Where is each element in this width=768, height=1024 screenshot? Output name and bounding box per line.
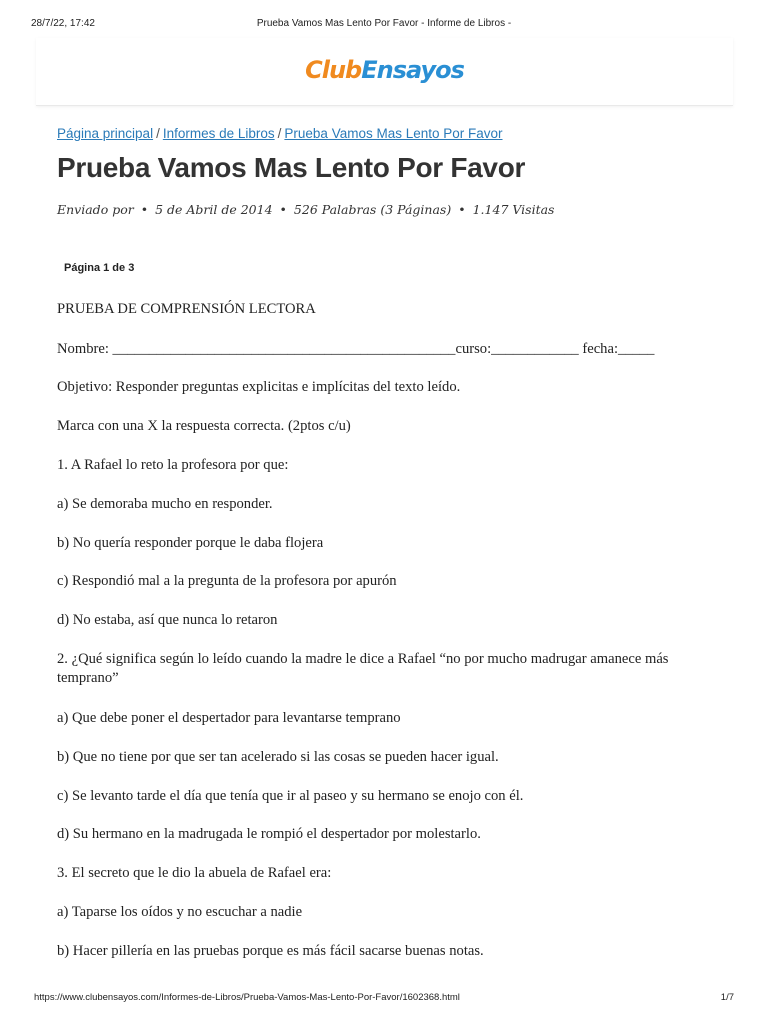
- content-line: d) Su hermano en la madrugada le rompió el despertador por molestarlo.: [57, 826, 481, 842]
- meta-words: 526 Palabras (3 Páginas): [293, 202, 452, 217]
- print-header: [0, 0, 768, 38]
- page-count: Página 1 de 3: [64, 262, 135, 274]
- content-line: Objetivo: Responder preguntas explicitas e implícitas del texto leído.: [57, 379, 461, 395]
- print-doc-title: Prueba Vamos Mas Lento Por Favor - Informe de Libros -: [256, 18, 512, 29]
- content-line: Nombre: _______________________________________________curso:____________ fecha:_____: [57, 341, 655, 357]
- content-line: PRUEBA DE COMPRENSIÓN LECTORA: [57, 301, 316, 317]
- content-line: a) Taparse los oídos y no escuchar a nadie: [57, 904, 303, 920]
- meta-date: 5 de Abril de 2014: [155, 202, 273, 217]
- print-page-number: 1/7: [720, 992, 734, 1003]
- page-title: Prueba Vamos Mas Lento Por Favor: [57, 152, 526, 183]
- content-line: c) Se levanto tarde el día que tenía que ir al paseo y su hermano se enojo con él.: [57, 788, 524, 804]
- document-meta: [57, 202, 554, 217]
- content-line: Marca con una X la respuesta correcta. (2ptos c/u): [57, 418, 351, 434]
- meta-bullet: •: [279, 202, 287, 217]
- content-line: a) Que debe poner el despertador para levantarse temprano: [57, 710, 401, 726]
- meta-visits: 1.147 Visitas: [472, 202, 555, 217]
- content-line: b) Hacer pillería en las pruebas porque es más fácil sacarse buenas notas.: [57, 943, 484, 959]
- site-header: [36, 38, 733, 106]
- content-line: 1. A Rafael lo reto la profesora por que:: [57, 457, 289, 473]
- breadcrumb-separator: /: [156, 126, 160, 141]
- meta-sent-by: Enviado por: [57, 202, 134, 217]
- logo-ensayos: Ensayos: [361, 56, 464, 84]
- content-line: b) No quería responder porque le daba flojera: [57, 535, 324, 551]
- content-line: 2. ¿Qué significa según lo leído cuando la madre le dice a Rafael “no por mucho madrugar amanece más temprano”: [57, 651, 669, 686]
- content-line: d) No estaba, así que nunca lo retaron: [57, 612, 278, 628]
- print-datetime: 28/7/22, 17:42: [31, 18, 95, 29]
- content-line: 3. El secreto que le dio la abuela de Rafael era:: [57, 865, 332, 881]
- content-line: b) Que no tiene por que ser tan acelerado si las cosas se pueden hacer igual.: [57, 749, 499, 765]
- logo-club: Club: [305, 56, 362, 84]
- breadcrumb: [57, 126, 503, 141]
- content-line: c) Respondió mal a la pregunta de la profesora por apurón: [57, 573, 397, 589]
- site-logo[interactable]: [36, 56, 733, 84]
- print-url: https://www.clubensayos.com/Informes-de-Libros/Prueba-Vamos-Mas-Lento-Por-Favor/1602368.html: [34, 992, 460, 1003]
- breadcrumb-section-link[interactable]: Informes de Libros: [162, 126, 275, 141]
- meta-bullet: •: [140, 202, 149, 217]
- breadcrumb-home-link[interactable]: Página principal: [57, 126, 154, 141]
- content-line: a) Se demoraba mucho en responder.: [57, 496, 273, 512]
- breadcrumb-separator: /: [277, 126, 282, 141]
- meta-bullet: •: [458, 202, 466, 217]
- breadcrumb-current-link[interactable]: Prueba Vamos Mas Lento Por Favor: [284, 126, 503, 141]
